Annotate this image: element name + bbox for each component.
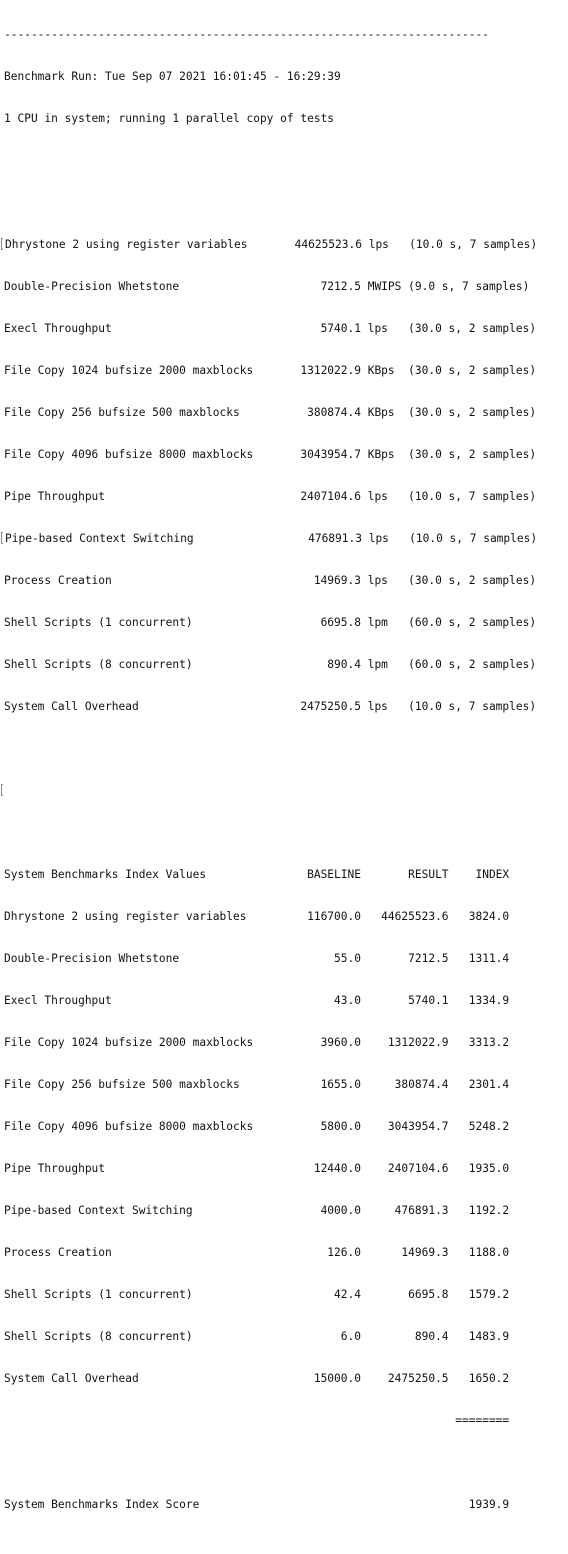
index-score-line: System Benchmarks Index Score 1939.9: [4, 1498, 510, 1511]
score-divider: ========: [4, 1414, 510, 1427]
result-row: Dhrystone 2 using register variables 44625523.6 lps (10.0 s, 7 samples): [4, 238, 566, 252]
result-row: Shell Scripts (8 concurrent) 890.4 lpm (60.0 s, 2 samples): [4, 658, 537, 671]
index-table: [4, 840, 566, 1540]
result-row: File Copy 4096 bufsize 8000 maxblocks 3043954.7 KBps (30.0 s, 2 samples): [4, 448, 537, 461]
blank-line: [4, 1456, 566, 1470]
index-row: Process Creation 126.0 14969.3 1188.0: [4, 1246, 510, 1259]
results-block: [4, 210, 566, 742]
result-row: Double-Precision Whetstone 7212.5 MWIPS (9.0 s, 7 samples): [4, 280, 530, 293]
text-marker-icon: [1, 784, 3, 796]
index-row: Execl Throughput 43.0 5740.1 1334.9: [4, 994, 510, 1007]
index-row: Shell Scripts (1 concurrent) 42.4 6695.8 1579.2: [4, 1288, 510, 1301]
index-row: System Call Overhead 15000.0 2475250.5 1650.2: [4, 1372, 510, 1385]
result-row: Shell Scripts (1 concurrent) 6695.8 lpm (60.0 s, 2 samples): [4, 616, 537, 629]
index-row: Dhrystone 2 using register variables 116700.0 44625523.6 3824.0: [4, 910, 510, 923]
index-row: File Copy 4096 bufsize 8000 maxblocks 5800.0 3043954.7 5248.2: [4, 1120, 510, 1133]
index-table-header: System Benchmarks Index Values BASELINE RESULT INDEX: [4, 868, 510, 881]
result-row: File Copy 256 bufsize 500 maxblocks 380874.4 KBps (30.0 s, 2 samples): [4, 406, 537, 419]
index-row: Double-Precision Whetstone 55.0 7212.5 1311.4: [4, 952, 510, 965]
result-row: System Call Overhead 2475250.5 lps (10.0 s, 7 samples): [4, 700, 537, 713]
result-row: Pipe Throughput 2407104.6 lps (10.0 s, 7 samples): [4, 490, 537, 503]
result-row: Pipe-based Context Switching 476891.3 lps (10.0 s, 7 samples): [4, 532, 566, 546]
text-marker-icon: [1, 532, 3, 544]
blank-line: [4, 154, 566, 168]
index-row: File Copy 1024 bufsize 2000 maxblocks 3960.0 1312022.9 3313.2: [4, 1036, 510, 1049]
index-row: Shell Scripts (8 concurrent) 6.0 890.4 1483.9: [4, 1330, 510, 1343]
result-row: Process Creation 14969.3 lps (30.0 s, 2 samples): [4, 574, 537, 587]
index-row: File Copy 256 bufsize 500 maxblocks 1655.0 380874.4 2301.4: [4, 1078, 510, 1091]
result-row: Execl Throughput 5740.1 lps (30.0 s, 2 samples): [4, 322, 537, 335]
index-row: Pipe Throughput 12440.0 2407104.6 1935.0: [4, 1162, 510, 1175]
result-row: File Copy 1024 bufsize 2000 maxblocks 1312022.9 KBps (30.0 s, 2 samples): [4, 364, 537, 377]
text-marker-icon: [1, 238, 3, 250]
cpu-info-line: 1 CPU in system; running 1 parallel copy of tests: [4, 112, 335, 125]
terminal-output[interactable]: [4, 0, 566, 1511]
index-row: Pipe-based Context Switching 4000.0 476891.3 1192.2: [4, 1204, 510, 1217]
blank-line: [4, 784, 566, 798]
benchmark-run-line: Benchmark Run: Tue Sep 07 2021 16:01:45 - 16:29:39: [4, 70, 341, 83]
divider-line: ------------------------------------------------------------------------: [4, 28, 489, 41]
